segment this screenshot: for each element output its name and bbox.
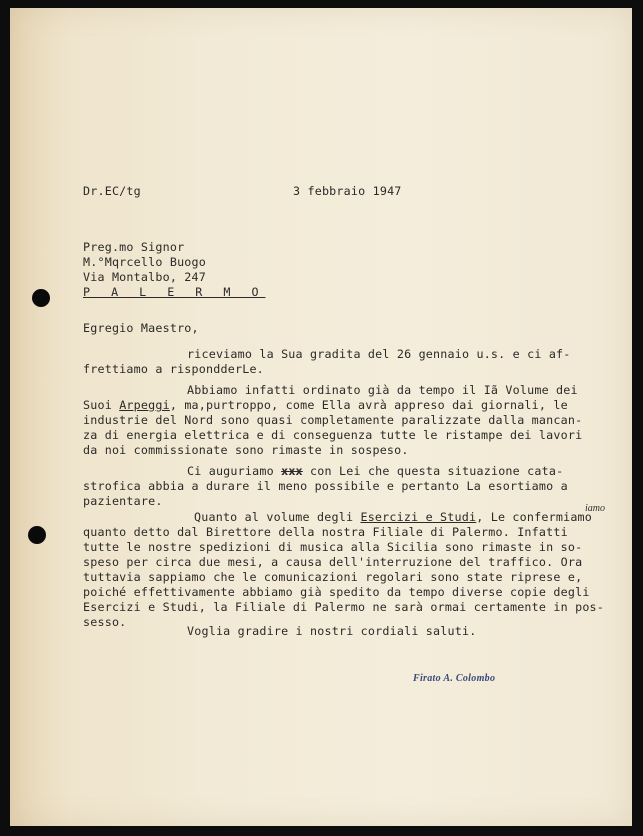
letter-date: 3 febbraio 1947 — [293, 184, 402, 198]
salutation: Egregio Maestro, — [83, 321, 199, 335]
recipient-city: P A L E R M O — [83, 285, 266, 299]
punch-hole-bottom — [28, 526, 46, 544]
paragraph-4-line-8: sesso. — [83, 615, 127, 629]
paragraph-2-line-4: za di energia elettrica e di conseguenza tutte le ristampe dei lavori — [83, 428, 583, 442]
paragraph-1-line-2: frettiamo a rispondderLe. — [83, 362, 264, 376]
paragraph-2-line-1: Abbiamo infatti ordinato già da tempo il Iã Volume dei — [187, 383, 578, 397]
paragraph-1-line-1: riceviamo la Sua gradita del 26 gennaio u.s. e ci af- — [187, 347, 571, 361]
paragraph-3-line-1: Ci auguriamo xxx con Lei che questa situazione cata- — [187, 464, 564, 478]
arpeggi-title: Arpeggi — [119, 398, 170, 412]
paragraph-2-line-2: Suoi Arpeggi, ma,purtroppo, come Ella avrà appreso dai giornali, le — [83, 398, 568, 412]
paragraph-2-line-3: industrie del Nord sono quasi completamente paralizzate dalla mancan- — [83, 413, 583, 427]
closing-line: Voglia gradire i nostri cordiali saluti. — [187, 624, 477, 638]
paragraph-3-line-2: strofica abbia a durare il meno possibile e pertanto La esortiamo a — [83, 479, 568, 493]
paragraph-4-line-2: quanto detto dal Birettore della nostra Filiale di Palermo. Infatti — [83, 525, 568, 539]
letter-page — [10, 8, 632, 826]
esercizi-title: Esercizi e Studi — [360, 510, 477, 524]
recipient-line-3: Via Montalbo, 247 — [83, 270, 207, 284]
signature-stamp: Firato A. Colombo — [413, 673, 496, 684]
paragraph-4-line-1: Quanto al volume degli Esercizi e Studi, Le confermiamo — [194, 510, 593, 524]
paragraph-4-line-7: Esercizi e Studi, la Filiale di Palermo ne sarà ormai certamente in pos- — [83, 600, 605, 614]
reference-code: Dr.EC/tg — [83, 184, 141, 198]
paragraph-2-line-5: da noi commissionate sono rimaste in sospeso. — [83, 443, 409, 457]
punch-hole-top — [32, 289, 50, 307]
paragraph-4-line-6: poiché effettivamente abbiamo già spedito da tempo diverse copie degli — [83, 585, 590, 599]
struck-out-text: xxx — [281, 464, 303, 478]
recipient-line-2: M.°Mqrcello Buogo — [83, 255, 207, 269]
paragraph-4-line-4: speso per circa due mesi, a causa dell'interruzione del traffico. Ora — [83, 555, 583, 569]
recipient-line-1: Preg.mo Signor — [83, 240, 185, 254]
paragraph-3-line-3: pazientare. — [83, 494, 163, 508]
paragraph-4-line-5: tuttavia sappiamo che le comunicazioni regolari sono state riprese e, — [83, 570, 583, 584]
paragraph-4-line-3: tutte le nostre spedizioni di musica alla Sicilia sono rimaste in so- — [83, 540, 583, 554]
handwritten-correction: iamo — [585, 503, 605, 514]
